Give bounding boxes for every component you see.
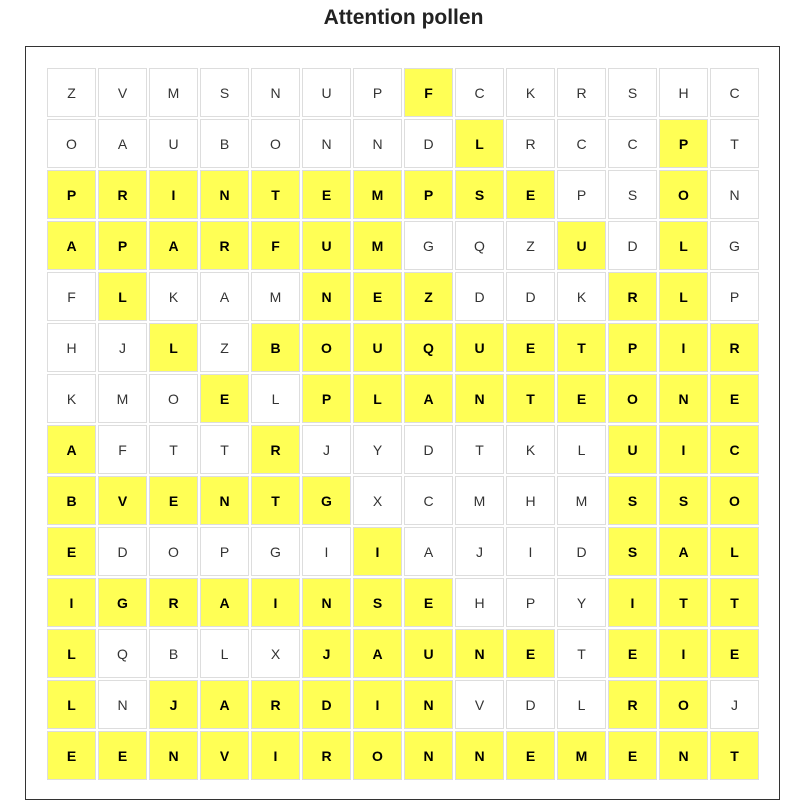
grid-cell-r12-c5[interactable]: D bbox=[302, 680, 351, 729]
grid-cell-r7-c8[interactable]: T bbox=[455, 425, 504, 474]
grid-cell-r3-c7[interactable]: G bbox=[404, 221, 453, 270]
grid-cell-r1-c0[interactable]: O bbox=[47, 119, 96, 168]
grid-cell-r2-c1[interactable]: R bbox=[98, 170, 147, 219]
grid-cell-r2-c6[interactable]: M bbox=[353, 170, 402, 219]
grid-cell-r4-c13[interactable]: P bbox=[710, 272, 759, 321]
grid-cell-r9-c11[interactable]: S bbox=[608, 527, 657, 576]
grid-cell-r7-c1[interactable]: F bbox=[98, 425, 147, 474]
grid-cell-r5-c3[interactable]: Z bbox=[200, 323, 249, 372]
grid-cell-r5-c12[interactable]: I bbox=[659, 323, 708, 372]
grid-cell-r5-c2[interactable]: L bbox=[149, 323, 198, 372]
grid-cell-r10-c0[interactable]: I bbox=[47, 578, 96, 627]
grid-cell-r9-c7[interactable]: A bbox=[404, 527, 453, 576]
grid-cell-r6-c2[interactable]: O bbox=[149, 374, 198, 423]
grid-cell-r13-c12[interactable]: N bbox=[659, 731, 708, 780]
grid-cell-r4-c10[interactable]: K bbox=[557, 272, 606, 321]
grid-cell-r9-c1[interactable]: D bbox=[98, 527, 147, 576]
grid-cell-r8-c10[interactable]: M bbox=[557, 476, 606, 525]
grid-cell-r10-c2[interactable]: R bbox=[149, 578, 198, 627]
grid-cell-r13-c4[interactable]: I bbox=[251, 731, 300, 780]
grid-cell-r11-c9[interactable]: E bbox=[506, 629, 555, 678]
grid-cell-r11-c5[interactable]: J bbox=[302, 629, 351, 678]
grid-cell-r4-c0[interactable]: F bbox=[47, 272, 96, 321]
grid-cell-r5-c13[interactable]: R bbox=[710, 323, 759, 372]
grid-cell-r1-c11[interactable]: C bbox=[608, 119, 657, 168]
grid-cell-r8-c8[interactable]: M bbox=[455, 476, 504, 525]
grid-cell-r0-c1[interactable]: V bbox=[98, 68, 147, 117]
grid-cell-r2-c8[interactable]: S bbox=[455, 170, 504, 219]
grid-cell-r5-c5[interactable]: O bbox=[302, 323, 351, 372]
grid-cell-r1-c12[interactable]: P bbox=[659, 119, 708, 168]
grid-cell-r0-c5[interactable]: U bbox=[302, 68, 351, 117]
grid-cell-r9-c3[interactable]: P bbox=[200, 527, 249, 576]
grid-cell-r3-c12[interactable]: L bbox=[659, 221, 708, 270]
grid-cell-r12-c7[interactable]: N bbox=[404, 680, 453, 729]
grid-cell-r6-c10[interactable]: E bbox=[557, 374, 606, 423]
grid-cell-r2-c13[interactable]: N bbox=[710, 170, 759, 219]
grid-cell-r12-c8[interactable]: V bbox=[455, 680, 504, 729]
grid-cell-r13-c7[interactable]: N bbox=[404, 731, 453, 780]
grid-cell-r6-c9[interactable]: T bbox=[506, 374, 555, 423]
grid-cell-r4-c12[interactable]: L bbox=[659, 272, 708, 321]
grid-cell-r2-c9[interactable]: E bbox=[506, 170, 555, 219]
grid-cell-r2-c7[interactable]: P bbox=[404, 170, 453, 219]
grid-cell-r3-c13[interactable]: G bbox=[710, 221, 759, 270]
grid-cell-r13-c1[interactable]: E bbox=[98, 731, 147, 780]
grid-cell-r6-c3[interactable]: E bbox=[200, 374, 249, 423]
grid-cell-r11-c0[interactable]: L bbox=[47, 629, 96, 678]
grid-cell-r10-c7[interactable]: E bbox=[404, 578, 453, 627]
grid-cell-r13-c13[interactable]: T bbox=[710, 731, 759, 780]
grid-cell-r9-c5[interactable]: I bbox=[302, 527, 351, 576]
grid-cell-r8-c6[interactable]: X bbox=[353, 476, 402, 525]
grid-cell-r13-c9[interactable]: E bbox=[506, 731, 555, 780]
grid-cell-r9-c0[interactable]: E bbox=[47, 527, 96, 576]
grid-cell-r7-c10[interactable]: L bbox=[557, 425, 606, 474]
grid-cell-r2-c11[interactable]: S bbox=[608, 170, 657, 219]
grid-cell-r12-c4[interactable]: R bbox=[251, 680, 300, 729]
letter-grid bbox=[47, 68, 759, 780]
grid-cell-r7-c12[interactable]: I bbox=[659, 425, 708, 474]
grid-cell-r6-c12[interactable]: N bbox=[659, 374, 708, 423]
grid-cell-r10-c8[interactable]: H bbox=[455, 578, 504, 627]
grid-cell-r0-c10[interactable]: R bbox=[557, 68, 606, 117]
grid-cell-r11-c11[interactable]: E bbox=[608, 629, 657, 678]
grid-cell-r4-c4[interactable]: M bbox=[251, 272, 300, 321]
grid-cell-r8-c2[interactable]: E bbox=[149, 476, 198, 525]
grid-cell-r3-c3[interactable]: R bbox=[200, 221, 249, 270]
grid-cell-r13-c6[interactable]: O bbox=[353, 731, 402, 780]
grid-cell-r4-c8[interactable]: D bbox=[455, 272, 504, 321]
grid-cell-r7-c13[interactable]: C bbox=[710, 425, 759, 474]
page-title: Attention pollen bbox=[323, 6, 484, 29]
grid-cell-r0-c6[interactable]: P bbox=[353, 68, 402, 117]
grid-cell-r2-c2[interactable]: I bbox=[149, 170, 198, 219]
grid-cell-r6-c11[interactable]: O bbox=[608, 374, 657, 423]
grid-cell-r5-c7[interactable]: Q bbox=[404, 323, 453, 372]
grid-cell-r3-c8[interactable]: Q bbox=[455, 221, 504, 270]
grid-cell-r12-c0[interactable]: L bbox=[47, 680, 96, 729]
grid-cell-r5-c11[interactable]: P bbox=[608, 323, 657, 372]
grid-cell-r3-c5[interactable]: U bbox=[302, 221, 351, 270]
grid-cell-r13-c2[interactable]: N bbox=[149, 731, 198, 780]
grid-cell-r2-c12[interactable]: O bbox=[659, 170, 708, 219]
grid-cell-r5-c9[interactable]: E bbox=[506, 323, 555, 372]
grid-cell-r11-c13[interactable]: E bbox=[710, 629, 759, 678]
grid-cell-r12-c11[interactable]: R bbox=[608, 680, 657, 729]
grid-cell-r8-c13[interactable]: O bbox=[710, 476, 759, 525]
grid-cell-r1-c7[interactable]: D bbox=[404, 119, 453, 168]
grid-cell-r7-c11[interactable]: U bbox=[608, 425, 657, 474]
grid-cell-r3-c11[interactable]: D bbox=[608, 221, 657, 270]
grid-cell-r3-c10[interactable]: U bbox=[557, 221, 606, 270]
grid-cell-r5-c0[interactable]: H bbox=[47, 323, 96, 372]
grid-cell-r9-c2[interactable]: O bbox=[149, 527, 198, 576]
grid-cell-r8-c12[interactable]: S bbox=[659, 476, 708, 525]
grid-cell-r5-c4[interactable]: B bbox=[251, 323, 300, 372]
grid-cell-r7-c5[interactable]: J bbox=[302, 425, 351, 474]
grid-cell-r3-c0[interactable]: A bbox=[47, 221, 96, 270]
grid-cell-r6-c1[interactable]: M bbox=[98, 374, 147, 423]
grid-cell-r5-c10[interactable]: T bbox=[557, 323, 606, 372]
grid-cell-r11-c1[interactable]: Q bbox=[98, 629, 147, 678]
grid-cell-r5-c8[interactable]: U bbox=[455, 323, 504, 372]
grid-cell-r12-c10[interactable]: L bbox=[557, 680, 606, 729]
grid-cell-r1-c4[interactable]: O bbox=[251, 119, 300, 168]
grid-cell-r2-c5[interactable]: E bbox=[302, 170, 351, 219]
grid-cell-r1-c9[interactable]: R bbox=[506, 119, 555, 168]
grid-cell-r7-c0[interactable]: A bbox=[47, 425, 96, 474]
grid-cell-r13-c11[interactable]: E bbox=[608, 731, 657, 780]
grid-cell-r0-c7[interactable]: F bbox=[404, 68, 453, 117]
grid-cell-r1-c3[interactable]: B bbox=[200, 119, 249, 168]
grid-cell-r7-c6[interactable]: Y bbox=[353, 425, 402, 474]
grid-cell-r0-c12[interactable]: H bbox=[659, 68, 708, 117]
grid-cell-r0-c3[interactable]: S bbox=[200, 68, 249, 117]
grid-cell-r1-c1[interactable]: A bbox=[98, 119, 147, 168]
grid-cell-r6-c6[interactable]: L bbox=[353, 374, 402, 423]
grid-cell-r8-c0[interactable]: B bbox=[47, 476, 96, 525]
grid-cell-r9-c8[interactable]: J bbox=[455, 527, 504, 576]
grid-cell-r13-c5[interactable]: R bbox=[302, 731, 351, 780]
grid-cell-r7-c7[interactable]: D bbox=[404, 425, 453, 474]
grid-cell-r8-c4[interactable]: T bbox=[251, 476, 300, 525]
grid-cell-r10-c13[interactable]: T bbox=[710, 578, 759, 627]
grid-cell-r12-c9[interactable]: D bbox=[506, 680, 555, 729]
grid-cell-r4-c9[interactable]: D bbox=[506, 272, 555, 321]
grid-cell-r10-c10[interactable]: Y bbox=[557, 578, 606, 627]
grid-cell-r4-c2[interactable]: K bbox=[149, 272, 198, 321]
grid-cell-r4-c3[interactable]: A bbox=[200, 272, 249, 321]
grid-cell-r11-c10[interactable]: T bbox=[557, 629, 606, 678]
grid-cell-r7-c3[interactable]: T bbox=[200, 425, 249, 474]
grid-cell-r9-c13[interactable]: L bbox=[710, 527, 759, 576]
grid-cell-r0-c9[interactable]: K bbox=[506, 68, 555, 117]
grid-cell-r8-c7[interactable]: C bbox=[404, 476, 453, 525]
grid-cell-r1-c2[interactable]: U bbox=[149, 119, 198, 168]
grid-cell-r10-c3[interactable]: A bbox=[200, 578, 249, 627]
grid-cell-r13-c0[interactable]: E bbox=[47, 731, 96, 780]
grid-cell-r4-c11[interactable]: R bbox=[608, 272, 657, 321]
grid-cell-r5-c1[interactable]: J bbox=[98, 323, 147, 372]
grid-cell-r10-c11[interactable]: I bbox=[608, 578, 657, 627]
grid-cell-r0-c4[interactable]: N bbox=[251, 68, 300, 117]
grid-cell-r6-c8[interactable]: N bbox=[455, 374, 504, 423]
grid-cell-r11-c3[interactable]: L bbox=[200, 629, 249, 678]
grid-cell-r10-c4[interactable]: I bbox=[251, 578, 300, 627]
grid-cell-r1-c6[interactable]: N bbox=[353, 119, 402, 168]
grid-cell-r7-c9[interactable]: K bbox=[506, 425, 555, 474]
grid-cell-r12-c1[interactable]: N bbox=[98, 680, 147, 729]
grid-cell-r8-c9[interactable]: H bbox=[506, 476, 555, 525]
grid-cell-r7-c4[interactable]: R bbox=[251, 425, 300, 474]
grid-cell-r6-c4[interactable]: L bbox=[251, 374, 300, 423]
grid-cell-r0-c11[interactable]: S bbox=[608, 68, 657, 117]
grid-cell-r1-c8[interactable]: L bbox=[455, 119, 504, 168]
grid-cell-r10-c5[interactable]: N bbox=[302, 578, 351, 627]
grid-cell-r13-c10[interactable]: M bbox=[557, 731, 606, 780]
grid-cell-r3-c6[interactable]: M bbox=[353, 221, 402, 270]
grid-cell-r9-c4[interactable]: G bbox=[251, 527, 300, 576]
grid-cell-r10-c1[interactable]: G bbox=[98, 578, 147, 627]
grid-cell-r2-c0[interactable]: P bbox=[47, 170, 96, 219]
grid-cell-r4-c6[interactable]: E bbox=[353, 272, 402, 321]
grid-cell-r11-c8[interactable]: N bbox=[455, 629, 504, 678]
grid-cell-r9-c6[interactable]: I bbox=[353, 527, 402, 576]
grid-cell-r2-c10[interactable]: P bbox=[557, 170, 606, 219]
grid-cell-r1-c10[interactable]: C bbox=[557, 119, 606, 168]
grid-cell-r2-c4[interactable]: T bbox=[251, 170, 300, 219]
grid-cell-r8-c11[interactable]: S bbox=[608, 476, 657, 525]
grid-cell-r11-c12[interactable]: I bbox=[659, 629, 708, 678]
grid-cell-r13-c3[interactable]: V bbox=[200, 731, 249, 780]
grid-cell-r8-c5[interactable]: G bbox=[302, 476, 351, 525]
grid-cell-r11-c6[interactable]: A bbox=[353, 629, 402, 678]
grid-cell-r3-c2[interactable]: A bbox=[149, 221, 198, 270]
grid-cell-r10-c12[interactable]: T bbox=[659, 578, 708, 627]
grid-cell-r13-c8[interactable]: N bbox=[455, 731, 504, 780]
grid-cell-r4-c5[interactable]: N bbox=[302, 272, 351, 321]
grid-cell-r8-c3[interactable]: N bbox=[200, 476, 249, 525]
grid-cell-r12-c3[interactable]: A bbox=[200, 680, 249, 729]
grid-cell-r11-c2[interactable]: B bbox=[149, 629, 198, 678]
grid-cell-r7-c2[interactable]: T bbox=[149, 425, 198, 474]
grid-cell-r1-c13[interactable]: T bbox=[710, 119, 759, 168]
grid-cell-r4-c1[interactable]: L bbox=[98, 272, 147, 321]
grid-cell-r6-c5[interactable]: P bbox=[302, 374, 351, 423]
grid-cell-r6-c0[interactable]: K bbox=[47, 374, 96, 423]
grid-cell-r3-c9[interactable]: Z bbox=[506, 221, 555, 270]
grid-cell-r0-c2[interactable]: M bbox=[149, 68, 198, 117]
grid-cell-r1-c5[interactable]: N bbox=[302, 119, 351, 168]
grid-cell-r4-c7[interactable]: Z bbox=[404, 272, 453, 321]
grid-cell-r10-c6[interactable]: S bbox=[353, 578, 402, 627]
grid-cell-r9-c9[interactable]: I bbox=[506, 527, 555, 576]
grid-cell-r3-c4[interactable]: F bbox=[251, 221, 300, 270]
grid-cell-r9-c10[interactable]: D bbox=[557, 527, 606, 576]
grid-cell-r6-c7[interactable]: A bbox=[404, 374, 453, 423]
grid-cell-r0-c13[interactable]: C bbox=[710, 68, 759, 117]
grid-cell-r6-c13[interactable]: E bbox=[710, 374, 759, 423]
grid-cell-r2-c3[interactable]: N bbox=[200, 170, 249, 219]
word-search-board bbox=[25, 46, 780, 800]
grid-cell-r10-c9[interactable]: P bbox=[506, 578, 555, 627]
grid-cell-r8-c1[interactable]: V bbox=[98, 476, 147, 525]
grid-cell-r3-c1[interactable]: P bbox=[98, 221, 147, 270]
grid-cell-r11-c7[interactable]: U bbox=[404, 629, 453, 678]
grid-cell-r5-c6[interactable]: U bbox=[353, 323, 402, 372]
grid-cell-r12-c2[interactable]: J bbox=[149, 680, 198, 729]
grid-cell-r12-c6[interactable]: I bbox=[353, 680, 402, 729]
grid-cell-r11-c4[interactable]: X bbox=[251, 629, 300, 678]
grid-cell-r12-c12[interactable]: O bbox=[659, 680, 708, 729]
grid-cell-r0-c0[interactable]: Z bbox=[47, 68, 96, 117]
grid-cell-r0-c8[interactable]: C bbox=[455, 68, 504, 117]
grid-cell-r9-c12[interactable]: A bbox=[659, 527, 708, 576]
grid-cell-r12-c13[interactable]: J bbox=[710, 680, 759, 729]
